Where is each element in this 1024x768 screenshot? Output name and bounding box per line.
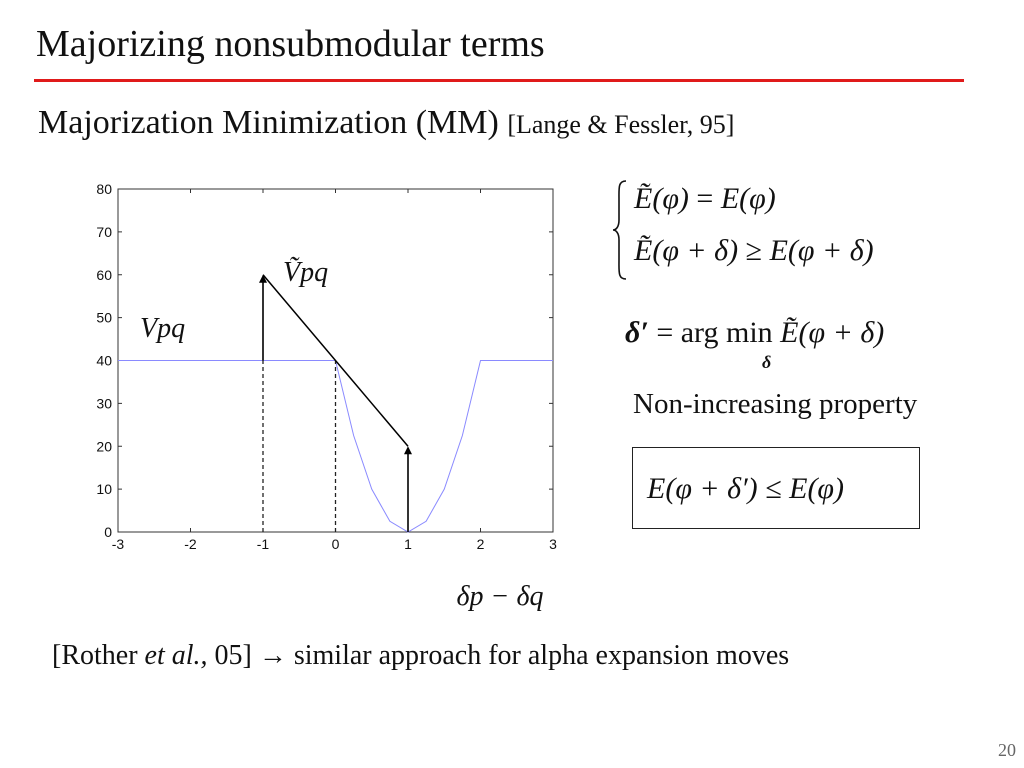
slide-subtitle xyxy=(38,104,734,142)
series-label-vpq: Vpq xyxy=(140,313,186,344)
y-tick-label: 10 xyxy=(96,481,112,498)
footer-etal: et al., xyxy=(144,640,208,671)
x-tick-label: -1 xyxy=(256,536,270,552)
y-tick-label: 70 xyxy=(96,223,112,240)
x-tick-label: -2 xyxy=(184,536,197,552)
x-tick-label: 1 xyxy=(404,536,412,552)
majorization-chart xyxy=(90,175,570,615)
left-brace-icon xyxy=(612,180,628,280)
boxed-inequality: E(φ + δ′) ≤ E(φ) xyxy=(632,447,920,529)
footer-suffix: 05] → similar approach for alpha expansion moves xyxy=(207,640,790,671)
arrow-head xyxy=(404,446,412,454)
y-tick-label: 60 xyxy=(96,266,112,283)
eq2-rhs: E(φ + δ) xyxy=(769,234,874,267)
y-tick-label: 80 xyxy=(96,181,112,197)
footer-prefix: [Rother xyxy=(52,640,145,671)
equation-line-2 xyxy=(634,234,874,268)
series-label-tilde-vpq: Ṽpq xyxy=(283,257,329,288)
eq1-op: = xyxy=(688,182,721,215)
y-tick-label: 40 xyxy=(96,352,112,369)
eq2-op: ≥ xyxy=(738,234,770,267)
x-tick-label: -3 xyxy=(111,536,125,552)
slide-title: Majorizing nonsubmodular terms xyxy=(36,23,545,65)
page-number: 20 xyxy=(998,740,1016,760)
footer-citation xyxy=(52,640,789,672)
subtitle-text: Majorization Minimization (MM) xyxy=(38,104,499,141)
argmin-rhs: Ẽ(φ + δ) xyxy=(780,316,885,349)
property-label: Non-increasing property xyxy=(633,388,918,420)
title-rule xyxy=(34,79,964,82)
y-tick-label: 20 xyxy=(96,438,112,455)
x-tick-label: 3 xyxy=(549,536,557,552)
equation-line-1 xyxy=(634,182,776,216)
argmin-lhs: δ′ xyxy=(625,316,649,349)
y-tick-label: 50 xyxy=(96,309,112,326)
x-tick-label: 2 xyxy=(476,536,485,552)
subtitle-citation: [Lange & Fessler, 95] xyxy=(507,110,735,139)
y-tick-label: 30 xyxy=(96,395,112,412)
x-tick-label: 0 xyxy=(331,536,340,552)
x-axis-label: δp − δq xyxy=(456,581,544,612)
eq1-lhs: Ẽ(φ) xyxy=(634,182,689,215)
eq2-lhs: Ẽ(φ + δ) xyxy=(634,234,739,267)
argmin-equation xyxy=(625,316,884,350)
argmin-op: = arg min xyxy=(648,316,781,349)
y-tick-label: 0 xyxy=(104,524,112,540)
argmin-subscript: δ xyxy=(762,352,772,372)
eq1-rhs: E(φ) xyxy=(720,182,776,215)
